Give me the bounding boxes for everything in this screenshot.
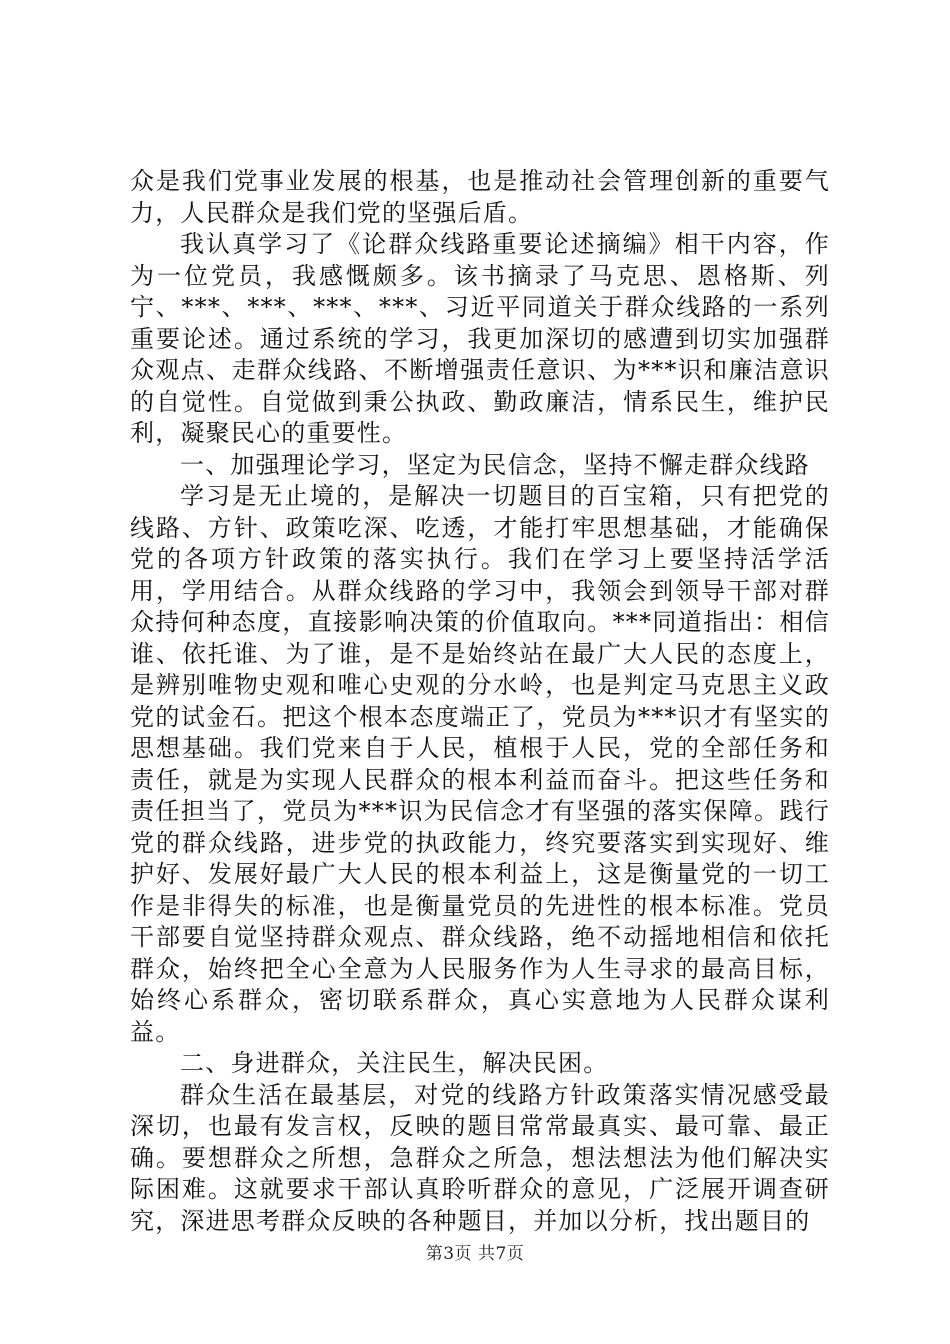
section-heading-1: 一、加强理论学习，坚定为民信念，坚持不懈走群众线路 <box>180 450 810 479</box>
paragraph-theory-study: 学习是无止境的，是解决一切题目的百宝箱，只有把党的线路、方针、政策吃深、吃透，才能打牢思想基础，才能确保党的各项方针政策的落实执行。我们在学习上要坚持活学活用，学用结合。从群众线路的学习中，我领会到领导干部对群众持何种态度，直接影响决策的价值取向。***同道指出：相信谁、依托谁、为了谁，是不是始终站在最广大人民的态度上，是辨别唯物史观和唯心史观的分水岭，也是判定马克思主义政党的试金石。把这个根本态度端正了，党员为***识才有坚实的思想基础。我们党来自于人民，植根于人民，党的全部任务和责任，就是为实现人民群众的根本利益而奋斗。把这些任务和责任担当了，党员为***识为民信念才有坚强的落实保障。践行党的群众线路，进步党的执政能力，终究要落实到实现好、维护好、发展好最广大人民的根本利益上，这是衡量党的一切工作是非得失的标准，也是衡量党员的先进性的根本标准。党员干部要自觉坚持群众观点、群众线路，绝不动摇地相信和依托群众，始终把全心全意为人民服务作为人生寻求的最高目标，始终心系群众，密切联系群众，真心实意地为人民群众谋利益。 <box>130 482 830 1046</box>
paragraph-grassroots: 群众生活在最基层，对党的线路方针政策落实情况感受最深切，也最有发言权，反映的题目常常最真实、最可靠、最正确。要想群众之所想，急群众之所急，想法想法为他们解决实际困难。这就要求干部认真聆听群众的意见，广泛展开调查研究，深进思考群众反映的各种题目，并加以分析，找出题目的 <box>130 1080 830 1235</box>
paragraph-study-intro: 我认真学习了《论群众线路重要论述摘编》相干内容，作为一位党员，我感慨颇多。该书摘录了马克思、恩格斯、列宁、***、***、***、***、习近平同道关于群众线路的一系列重要论述。通过系统的学习，我更加深切的感遭到切实加强群众观点、走群众线路、不断增强责任意识、为***识和廉洁意识的自觉性。自觉做到秉公执政、勤政廉洁，情系民生，维护民利，凝聚民心的重要性。 <box>130 230 830 447</box>
section-heading-2: 二、身进群众，关注民生，解决民困。 <box>180 1049 609 1077</box>
page-number-footer: 第3页 共7页 <box>425 1244 525 1264</box>
document-body <box>130 166 830 1237</box>
paragraph-continuation: 众是我们党事业发展的根基，也是推动社会管理创新的重要气力，人民群众是我们党的坚强后盾。 <box>130 167 830 227</box>
